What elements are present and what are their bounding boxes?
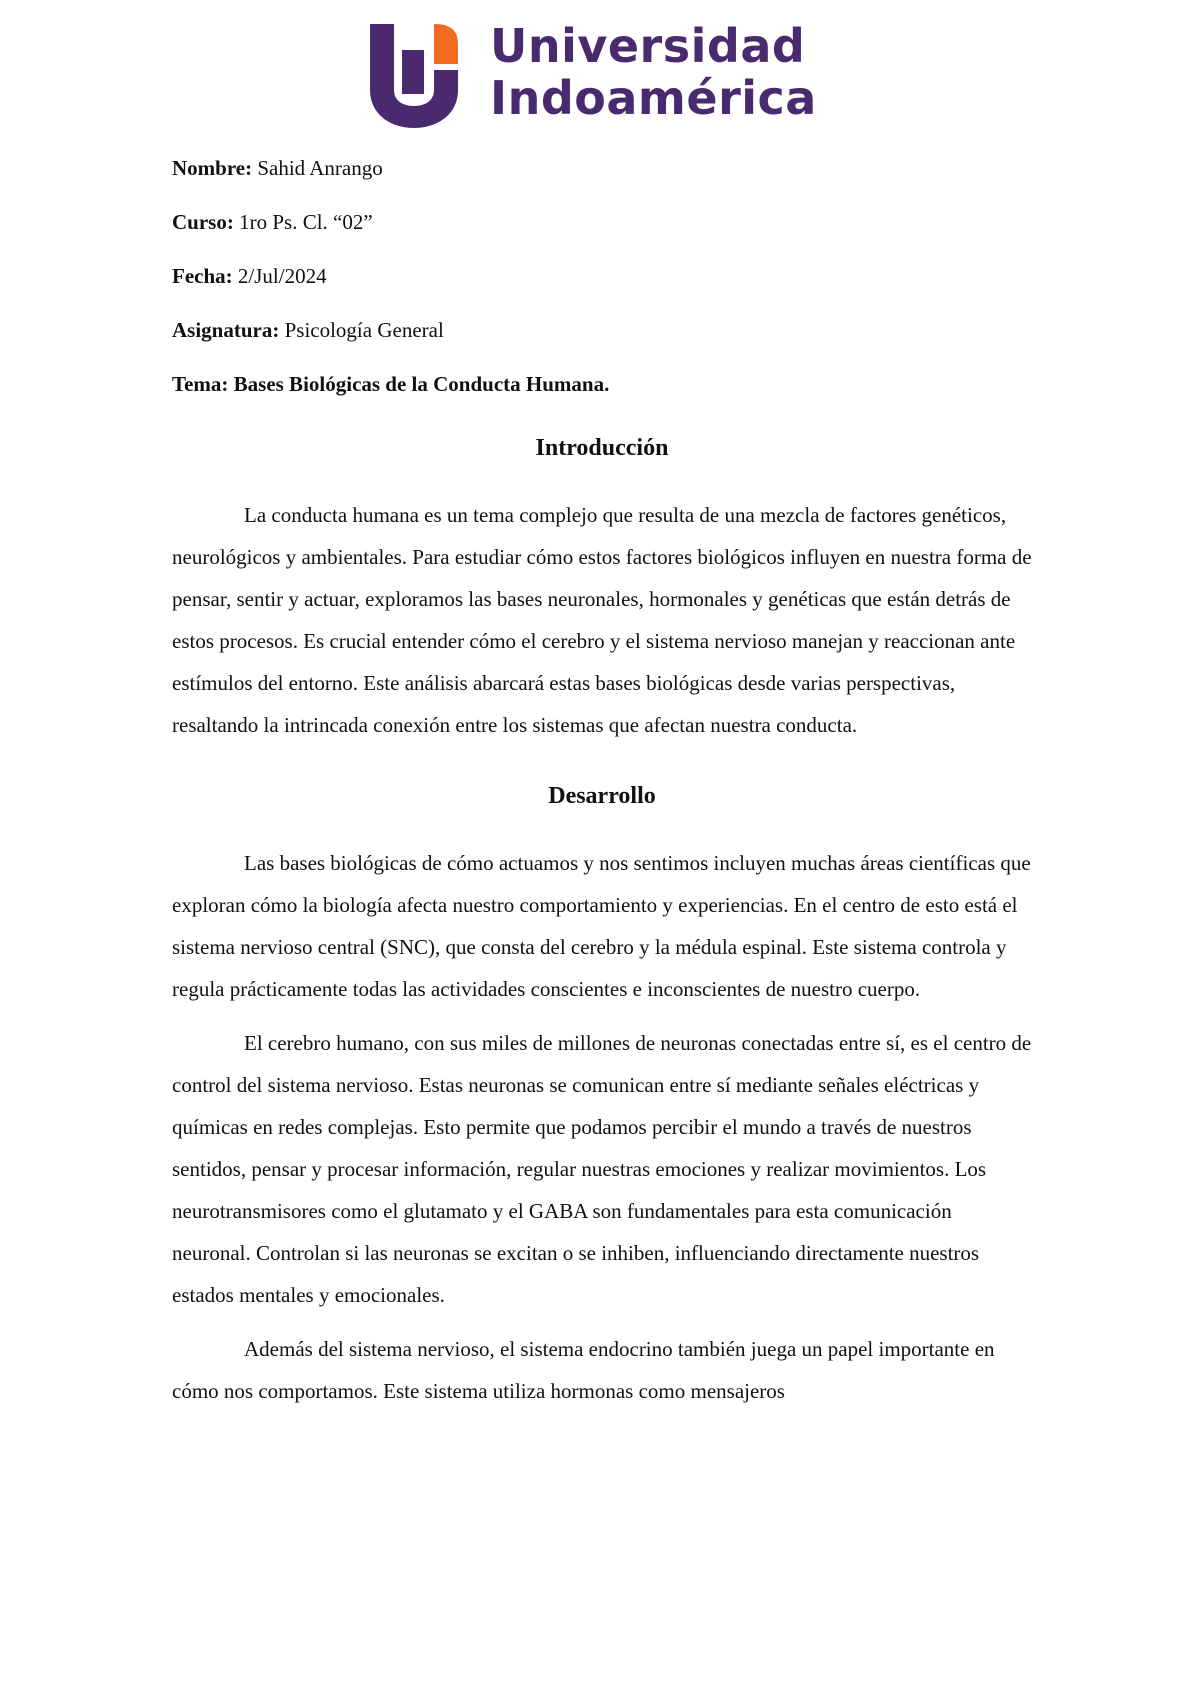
intro-heading: Introducción [535, 435, 669, 461]
curso-value: 1ro Ps. Cl. “02” [239, 210, 373, 234]
asignatura-line [172, 314, 1052, 368]
logo-line-1: Universidad [490, 19, 806, 73]
curso-label: Curso: [172, 210, 234, 234]
dev-paragraph-1: Las bases biológicas de cómo actuamos y nos sentimos incluyen muchas áreas científicas que exploran cómo la biología afecta nuestro comportamiento y experiencias. En el centro de esto está el sistema nervioso central (SNC), que consta del cerebro y la médula espinal. Este sistema controla y regula prácticamente todas las actividades conscientes e inconscientes de nuestro cuerpo. [172, 851, 1031, 1001]
dev-paragraph-2: El cerebro humano, con sus miles de millones de neuronas conectadas entre sí, es el centro de control del sistema nervioso. Estas neuronas se comunican entre sí mediante señales eléctricas y químicas en redes complejas. Esto permite que podamos percibir el mundo a través de nuestros sentidos, pensar y procesar información, regular nuestras emociones y realizar movimientos. Los neurotransmisores como el glutamato y el GABA son fundamentales para esta comunicación neuronal. Controlan si las neuronas se excitan o se inhiben, influenciando directamente nuestros estados mentales y emocionales. [172, 1031, 1032, 1307]
nombre-label: Nombre: [172, 156, 253, 180]
university-name [490, 20, 817, 124]
asignatura-value: Psicología General [284, 318, 444, 342]
fecha-label: Fecha: [172, 264, 233, 288]
dev-paragraph-3: Además del sistema nervioso, el sistema endocrino también juega un papel importante en cómo nos comportamos. Este sistema utiliza hormonas como mensajeros [172, 1337, 995, 1403]
asignatura-label: Asignatura: [172, 318, 280, 342]
intro-paragraph: La conducta humana es un tema complejo que resulta de una mezcla de factores genéticos, neurológicos y ambientales. Para estudiar cómo estos factores biológicos influyen en nuestra forma de pensar, sentir y actuar, exploramos las bases neuronales, hormonales y genéticas que están detrás de estos procesos. Es crucial entender cómo el cerebro y el sistema nervioso manejan y reaccionan ante estímulos del entorno. Este análisis abarcará estas bases biológicas desde varias perspectivas, resaltando la intrincada conexión entre los sistemas que afectan nuestra conducta. [172, 503, 1032, 737]
university-logo-icon [368, 20, 460, 128]
dev-heading: Desarrollo [548, 783, 656, 809]
document-body [172, 432, 1032, 1424]
logo-line-2: Indoamérica [490, 71, 817, 125]
document-header [172, 152, 1052, 422]
university-logo [368, 20, 848, 130]
nombre-value: Sahid Anrango [257, 156, 383, 180]
nombre-line [172, 152, 1052, 206]
fecha-line [172, 260, 1052, 314]
fecha-value: 2/Jul/2024 [237, 264, 327, 288]
tema-line: Tema: Bases Biológicas de la Conducta Humana. [172, 372, 610, 396]
curso-line [172, 206, 1052, 260]
